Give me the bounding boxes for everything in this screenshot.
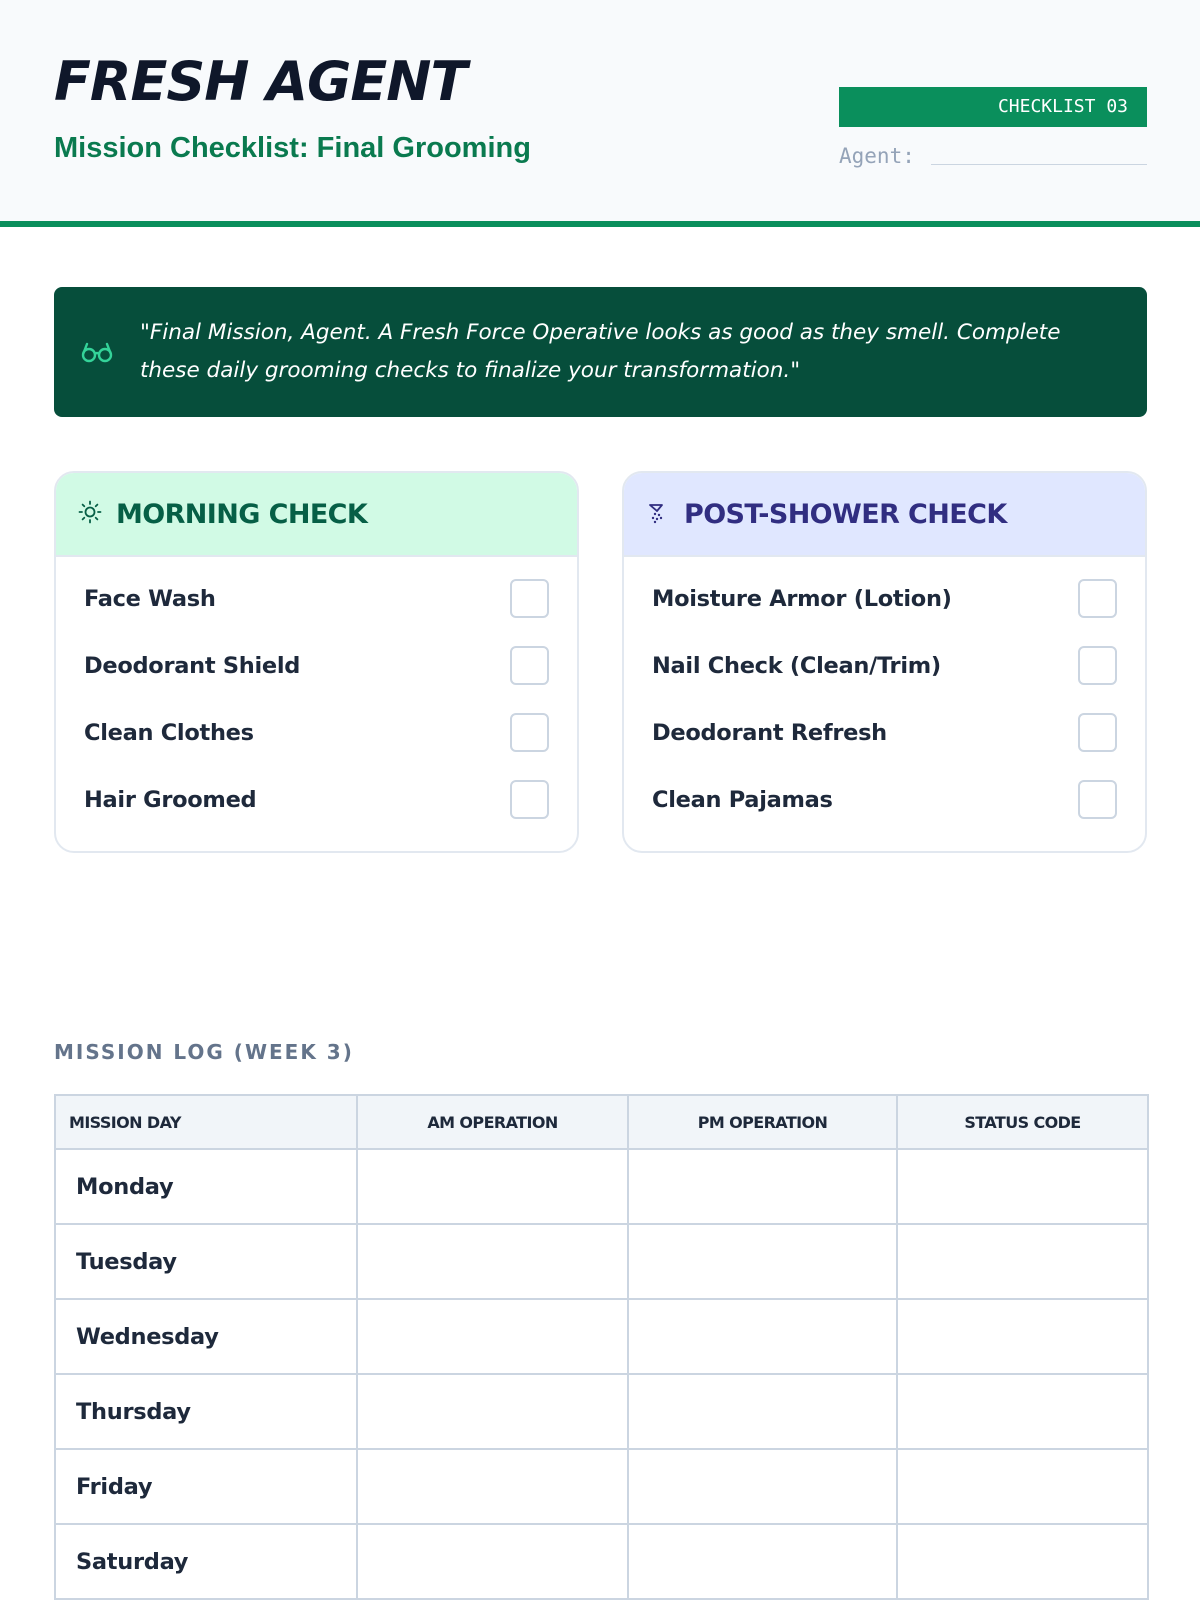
checklist-item (624, 565, 1145, 632)
status-code-cell[interactable] (897, 1224, 1148, 1299)
checklist-item (56, 565, 577, 632)
am-operation-cell[interactable] (357, 1374, 628, 1449)
checkbox[interactable] (510, 579, 549, 618)
mission-log-title: MISSION LOG (WEEK 3) (54, 1040, 354, 1064)
checklist-item (624, 766, 1145, 833)
checkbox[interactable] (1078, 579, 1117, 618)
checkbox[interactable] (510, 780, 549, 819)
am-operation-cell[interactable] (357, 1299, 628, 1374)
checklist-item-label: Moisture Armor (Lotion) (652, 585, 952, 612)
am-operation-cell[interactable] (357, 1449, 628, 1524)
am-operation-cell[interactable] (357, 1149, 628, 1224)
brand-title: FRESH AGENT (54, 50, 467, 113)
day-cell: Tuesday (55, 1224, 357, 1299)
briefing-quote: "Final Mission, Agent. A Fresh Force Operative looks as good as they smell. Complete these daily grooming checks to finalize your transformation." (140, 320, 1061, 383)
post-shower-check-title: POST-SHOWER CHECK (684, 498, 1007, 530)
status-code-cell[interactable] (897, 1524, 1148, 1599)
column-header: STATUS CODE (897, 1095, 1148, 1149)
table-row (55, 1374, 1148, 1449)
checkbox[interactable] (1078, 713, 1117, 752)
table-row (55, 1149, 1148, 1224)
page-subtitle: Mission Checklist: Final Grooming (54, 132, 531, 164)
header (0, 0, 1200, 227)
table-row (55, 1224, 1148, 1299)
checklist-item (56, 632, 577, 699)
pm-operation-cell[interactable] (628, 1449, 897, 1524)
sun-icon (78, 500, 102, 529)
checklist-badge: CHECKLIST 03 (839, 87, 1147, 127)
pm-operation-cell[interactable] (628, 1374, 897, 1449)
table-header-row (55, 1095, 1148, 1149)
checklist-item-label: Nail Check (Clean/Trim) (652, 652, 941, 679)
checklist-item (624, 632, 1145, 699)
day-cell: Friday (55, 1449, 357, 1524)
status-code-cell[interactable] (897, 1299, 1148, 1374)
checklist-item-label: Face Wash (84, 585, 216, 612)
status-code-cell[interactable] (897, 1374, 1148, 1449)
column-header: MISSION DAY (55, 1095, 357, 1149)
checkbox[interactable] (1078, 646, 1117, 685)
day-cell: Saturday (55, 1524, 357, 1599)
morning-check-header (56, 473, 577, 557)
mission-log-table (54, 1094, 1149, 1600)
pm-operation-cell[interactable] (628, 1299, 897, 1374)
table-row (55, 1524, 1148, 1599)
post-shower-check-card (622, 471, 1147, 853)
day-cell: Monday (55, 1149, 357, 1224)
table-row (55, 1449, 1148, 1524)
checklist-item (624, 699, 1145, 766)
mission-briefing (54, 287, 1147, 417)
pm-operation-cell[interactable] (628, 1524, 897, 1599)
shower-icon (646, 500, 670, 529)
checklist-item (56, 766, 577, 833)
checkbox[interactable] (510, 713, 549, 752)
checklist-item-label: Deodorant Refresh (652, 719, 887, 746)
checkbox[interactable] (510, 646, 549, 685)
checklist-item-label: Clean Clothes (84, 719, 254, 746)
column-header: PM OPERATION (628, 1095, 897, 1149)
checklist-item (56, 699, 577, 766)
pm-operation-cell[interactable] (628, 1149, 897, 1224)
glasses-icon (54, 341, 140, 363)
morning-check-title: MORNING CHECK (116, 498, 368, 530)
checklist-item-label: Hair Groomed (84, 786, 257, 813)
checkbox[interactable] (1078, 780, 1117, 819)
pm-operation-cell[interactable] (628, 1224, 897, 1299)
day-cell: Thursday (55, 1374, 357, 1449)
am-operation-cell[interactable] (357, 1224, 628, 1299)
status-code-cell[interactable] (897, 1449, 1148, 1524)
table-row (55, 1299, 1148, 1374)
checklist-item-label: Deodorant Shield (84, 652, 301, 679)
checklist-item-label: Clean Pajamas (652, 786, 833, 813)
agent-label: Agent: (839, 144, 915, 168)
status-code-cell[interactable] (897, 1149, 1148, 1224)
day-cell: Wednesday (55, 1299, 357, 1374)
agent-signature-line[interactable] (931, 164, 1147, 165)
post-shower-check-header (624, 473, 1145, 557)
agent-field[interactable] (839, 140, 1147, 168)
am-operation-cell[interactable] (357, 1524, 628, 1599)
morning-check-card (54, 471, 579, 853)
column-header: AM OPERATION (357, 1095, 628, 1149)
